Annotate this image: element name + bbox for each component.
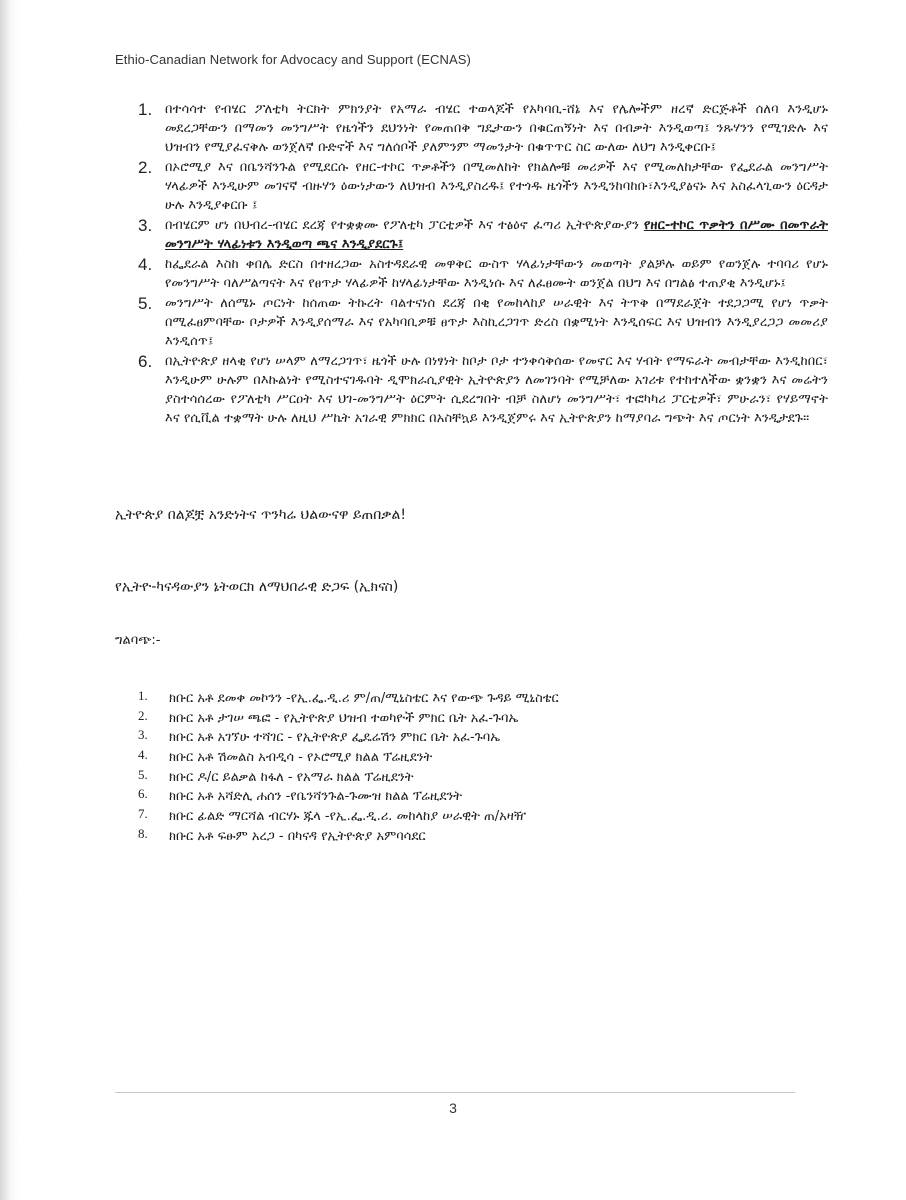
cc-recipient-number: 7. bbox=[138, 806, 148, 822]
cc-recipient-number: 4. bbox=[138, 747, 148, 763]
demands-list bbox=[108, 100, 828, 429]
cc-recipient bbox=[138, 746, 838, 766]
cc-recipient bbox=[138, 825, 838, 845]
signatory-organization: የኢትዮ-ካናዳውያን ኔትወርክ ለማህበራዊ ድጋፍ (ኢክናስ) bbox=[115, 579, 399, 595]
cc-recipient-text: ክቡር አቶ ሽመልስ አብዲሳ - የኦሮሚያ ክልል ፕሬዚደንት bbox=[169, 750, 433, 766]
list-item-number: 6. bbox=[138, 352, 153, 371]
list-item-text: በኢትዮጵያ ዘላቂ የሆነ ሠላም ለማረጋገጥ፣ ዜጎች ሁሉ በነፃነት ከቦታ ቦታ ተንቀሳቅሰው የመኖር እና ሃብት የማፍራት መብታቸው እንዲከበር፣ እንዲሁም ሁሉም በእኩልነት የሚስተናገዱባት ዲሞክራሲያዊት ኢትዮጵያን ለመገንባት የሚቻለው አገሪቱ የተከተለችው ቋንቋን እና መሬትን ያስተሳሰረው የፖለቲካ ሥርዐት እና ህገ-መንግሥት ዕርምት ሲደረግበት ብቻ ስለሆነ መንግሥት፣ ተፎካካሪ ፓርቲዎች፣ ምሁራን፣ የሃይማኖት እና የሲቪል ተቋማት ሁሉ ለዚህ ሥኬት አገራዊ ምክክር በአስቸኳይ እንዲጀምሩ እና ኢትዮጵያን ከማያባራ ግጭት እና ጦርነት እንዲታደጉ። bbox=[165, 354, 828, 426]
list-item-text-plain: በብሄርም ሆነ በህብረ-ብሄር ደረጃ የተቋቋሙ የፖለቲካ ፓርቲዎች እና ተፅዕኖ ፈጣሪ ኢትዮጵያውያን bbox=[165, 218, 644, 233]
cc-recipient bbox=[138, 707, 838, 727]
cc-recipient-text: ክቡር አቶ አሻድሊ ሐሰን -የቤንሻንጉል-ጉሙዝ ክልል ፕሬዚደንት bbox=[169, 789, 463, 805]
cc-recipient-number: 3. bbox=[138, 727, 148, 743]
cc-recipient-text: ክቡር ዶ/ር ይልቃል ከፋለ - የአማራ ክልል ፕሬዚደንት bbox=[169, 769, 414, 785]
cc-recipient-number: 5. bbox=[138, 766, 148, 782]
cc-recipient-number: 8. bbox=[138, 825, 148, 841]
page-number: 3 bbox=[449, 1100, 457, 1116]
emphasized-text: የዘር-ተኮር ጥቃትን በሥሙ በመጥራት መንግሥት ሃላፊነቱን እንዲወጣ ጫና እንዲያደርጉ፤ bbox=[165, 218, 828, 252]
list-item-number: 1. bbox=[138, 100, 153, 119]
cc-recipient bbox=[138, 805, 838, 825]
list-item bbox=[108, 294, 828, 351]
list-item-text: በኦሮሚያ እና በቤንሻንጉል የሚደርሱ የዘር-ተኮር ጥቃቶችን በሚመለከት የክልሎቹ መሪዎች እና የሚመለከታቸው የፌደራል መንግሥት ሃላፊዎች እንዲሁም መገናኛ ብዙሃን ዕውነታውን ለህዝብ እንዲያስረዱ፤ የተጎዱ ዜጎችን እንዲንከባከቡ፣እንዲያፅናኑ እና አስፈላጊውን ዕርዳታ ሁሉ እንዲያቀርቡ ፤ bbox=[165, 160, 828, 213]
closing-statement: ኢትዮጵያ በልጆቿ አንድነትና ጥንካሬ ህልውናዋ ይጠበቃል! bbox=[115, 507, 407, 523]
cc-recipient-text: ክቡር አቶ ታገሠ ጫፎ - የኢትዮጵያ ህዝብ ተወካዮች ምክር ቤት አፈ-ጉባኤ bbox=[169, 710, 519, 726]
list-item bbox=[108, 100, 828, 157]
list-item-text: በተሳሳተ የብሄር ፖለቲካ ትርክት ምክንያት የአማራ ብሄር ተወላጆች የአካባቢ-ሸኔ እና የሌሎችም ዘረኛ ድርጅቶች ሰለባ እንዲሆኑ መደረጋቸውን በማመን መንግሥት የዜጎችን ደህንነት የመጠበቅ ግዴታውን በቁርጠኝነት እና በብቃት እንዲወጣ፤ ንጹሃንን የሚገድሉ እና ህዝብን የሚያፈናቅሉ ወንጀለኛ ቡድኖች እና ግለሰቦች ያለምንም ማመንታት በቁጥጥር ስር ውለው ለህግ እንዲቀርቡ፤ bbox=[165, 102, 828, 155]
cc-recipient bbox=[138, 785, 838, 805]
list-item-text bbox=[165, 216, 828, 254]
cc-recipient bbox=[138, 766, 838, 786]
cc-recipient bbox=[138, 726, 838, 746]
list-item bbox=[108, 352, 828, 428]
cc-recipient bbox=[138, 687, 838, 707]
cc-recipient-number: 1. bbox=[138, 688, 148, 703]
list-item-number: 4. bbox=[138, 255, 153, 274]
cc-recipient-number: 2. bbox=[138, 707, 148, 723]
list-item-number: 2. bbox=[138, 158, 153, 177]
cc-recipient-text: ክቡር ፊልድ ማርሻል ብርሃኑ ጁላ -የኢ.ፌ.ዲ.ሪ. መከላከያ ሠራዊት ጠ/አዛዥ bbox=[169, 809, 527, 825]
cc-recipient-number: 6. bbox=[138, 786, 148, 802]
list-item bbox=[108, 255, 828, 293]
list-item bbox=[108, 216, 828, 254]
cc-label: ግልባጭ:- bbox=[115, 633, 161, 648]
page-header: Ethio-Canadian Network for Advocacy and Support (ECNAS) bbox=[115, 52, 471, 67]
list-item bbox=[108, 158, 828, 215]
cc-recipients-list bbox=[138, 687, 838, 845]
list-item-number: 3. bbox=[138, 216, 153, 235]
cc-recipient-text: ክቡር አቶ ደመቀ መኮንን -የኢ.ፌ.ዲ.ሪ ም/ጠ/ሚኒስቴር እና የውጭ ጉዳይ ሚኒስቴር bbox=[169, 691, 559, 706]
page-edge-shadow bbox=[0, 0, 18, 1200]
list-item-text: ከፌደራል እስከ ቀበሌ ድርስ በተዘረጋው አስተዳደራዊ መዋቅር ውስጥ ሃላፊነታቸውን መወጣት ያልቻሉ ወይም የወንጀሉ ተባባሪ የሆኑ የመንግሥት ባለሥልጣናት እና የፀጥታ ሃላፊዎች ከሃላፊነታቸው እንዲነሱ እና ለፈፀሙት ወንጀል በህግ እና በግልፅ ተጠያቂ እንዲሆኑ፤ bbox=[165, 257, 828, 291]
list-item-text: መንግሥት ለሰሜኑ ጦርነት ከሰጠው ትኩረት ባልተናነሰ ደረጃ በቂ የመከላከያ ሠራዊት እና ትጥቅ በማደራጀት ተደጋጋሚ የሆነ ጥቃት በሚፈፀምባቸው ቦታዎች እንዲያሰማራ እና የአካባቢዎቹ ፀጥታ እስኪረጋገጥ ድረስ በቋሚነት እንዲሰፍር እና ህዝብን እንዲያረጋጋ መመሪያ እንዲሰጥ፤ bbox=[165, 296, 828, 349]
footer-divider bbox=[115, 1092, 795, 1093]
cc-recipient-text: ክቡር አቶ አገኘሁ ተሻገር - የኢትዮጵያ ፌዴሬሽን ምክር ቤት አፈ-ጉባኤ bbox=[169, 730, 501, 746]
list-item-number: 5. bbox=[138, 294, 153, 313]
cc-recipient-text: ክቡር አቶ ፍፁም አረጋ - በካናዳ የኢትዮጵያ አምባሳደር bbox=[169, 828, 426, 844]
